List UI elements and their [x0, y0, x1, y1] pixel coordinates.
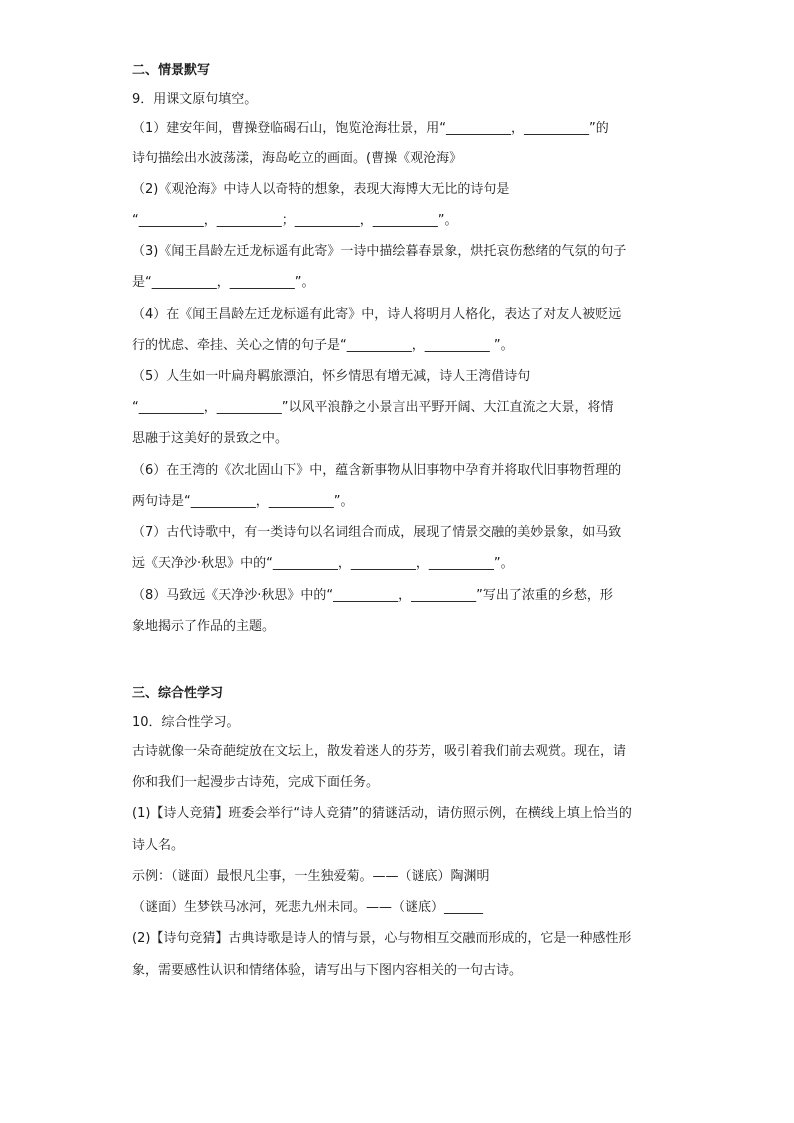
- q9-line: “__________，__________”以风平浪静之小景言出平野开阔、大江直流之大景，将情: [132, 400, 614, 415]
- q10-line: (2)【诗句竞猜】古典诗歌是诗人的情与景，心与物相互交融而形成的，它是一种感性形: [132, 931, 632, 946]
- q9-line: 行的忧虑、牵挂、关心之情的句子是“__________，__________ ”。: [132, 338, 514, 353]
- q9-line: （7）古代诗歌中，有一类诗句以名词组合而成，展现了情景交融的美妙景象，如马致: [132, 525, 622, 540]
- q10-line: 诗人名。: [132, 838, 185, 853]
- q9-line: 诗句描绘出水波荡漾，海岛屹立的画面。(曹操《观沧海》: [132, 151, 463, 166]
- q9-line: （6）在王湾的《次北固山下》中，蕴含新事物从旧事物中孕育并将取代旧事物哲理的: [132, 463, 622, 478]
- q10-line: (1)【诗人竞猜】班委会举行“诗人竞猜”的猜谜活动，请仿照示例，在横线上填上恰当的: [132, 806, 632, 821]
- q10-line: 古诗就像一朵奇葩绽放在文坛上，散发着迷人的芬芳，吸引着我们前去观赏。现在，请: [132, 744, 627, 759]
- q9-line: 两句诗是“__________，__________”。: [132, 494, 354, 509]
- q10-line: （谜面）生梦铁马冰河，死悲九州未同。——（谜底）______: [132, 900, 484, 915]
- question-9-title: 9．用课文原句填空。: [132, 92, 258, 107]
- q9-line: （2)《观沧海》中诗人以奇特的想象，表现大海博大无比的诗句是: [132, 182, 510, 197]
- q10-line: 象，需要感性认识和情绪体验，请写出与下图内容相关的一句古诗。: [132, 963, 523, 978]
- q9-line: （4）在《闻王昌龄左迁龙标遥有此寄》中，诗人将明月人格化，表达了对友人被贬远: [132, 307, 622, 322]
- q9-line: 象地揭示了作品的主题。: [132, 619, 276, 634]
- q9-line: （5）人生如一叶扁舟羁旅漂泊，怀乡情思有增无减，诗人王湾借诗句: [132, 369, 531, 384]
- q9-line: （8）马致远《天净沙·秋思》中的“__________，__________”写出了浓重的乡愁，形: [132, 588, 613, 603]
- q9-line: 是“__________，__________”。: [132, 275, 315, 290]
- q10-line: 示例：（谜面）最恨凡尘事，一生独爱菊。——（谜底）陶渊明: [132, 869, 490, 884]
- q9-line: 思融于这美好的景致之中。: [132, 431, 289, 446]
- section-heading-comprehensive-learning: 三、综合性学习: [132, 686, 224, 701]
- q10-line: 你和我们一起漫步古诗苑，完成下面任务。: [132, 775, 380, 790]
- q9-line: （3)《闻王昌龄左迁龙标遥有此寄》一诗中描绘暮春景象，烘托哀伤愁绪的气氛的句子: [132, 244, 627, 259]
- q9-line: （1）建安年间，曹操登临碣石山，饱览沧海壮景，用“__________，__________”的: [132, 121, 609, 136]
- section-heading-situational-dictation: 二、情景默写: [132, 63, 211, 78]
- question-10-title: 10．综合性学习。: [132, 715, 240, 730]
- q9-line: 远《天净沙·秋思》中的“__________，__________，__________”。: [132, 556, 514, 571]
- q9-line: “__________，__________；__________，__________”。: [132, 213, 458, 228]
